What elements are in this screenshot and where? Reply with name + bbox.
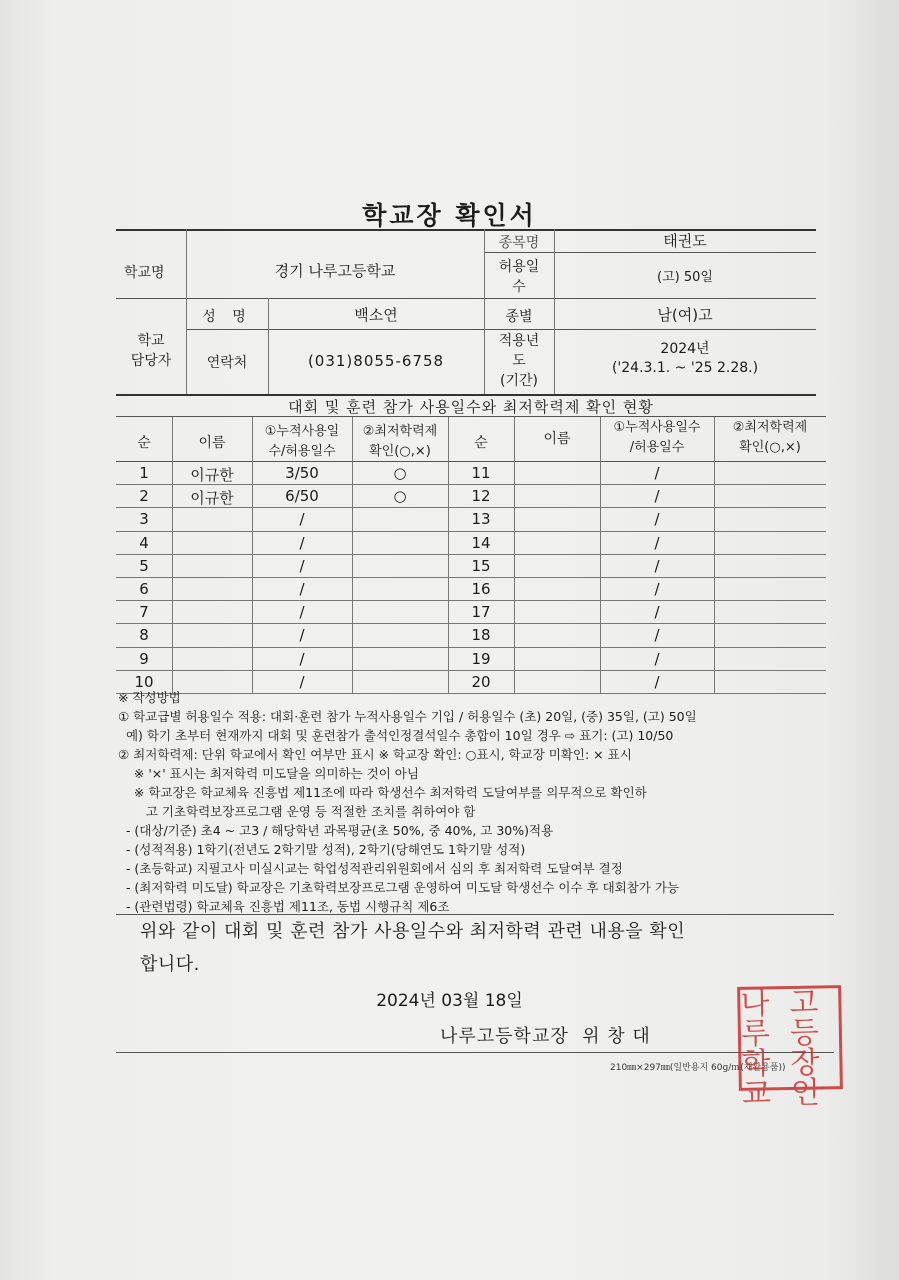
- table-cell-days-r: /: [654, 557, 660, 575]
- manager-label-2: 담당자: [130, 353, 172, 369]
- table-row-border: [116, 623, 826, 624]
- table-cell-no: 9: [139, 650, 149, 668]
- table-cell-no-r: 13: [471, 510, 491, 528]
- note-line: - (대상/기준) 초4 ~ 고3 / 해당학년 과목평균(초 50%, 중 40%, 고 30%)적용: [118, 823, 554, 838]
- principal-signature: 나루고등학교장 위 창 대: [440, 1026, 651, 1047]
- header-academic-2: 확인(○,×): [369, 444, 431, 459]
- info-divider-1: [116, 298, 816, 299]
- table-row-border: [116, 554, 826, 555]
- table-cell-days: /: [299, 534, 305, 552]
- table-cell-days: /: [299, 673, 305, 691]
- table-title: 대회 및 훈련 참가 사용일수와 최저학력제 확인 현황: [288, 398, 654, 416]
- gender-label: 종별: [505, 309, 533, 325]
- official-seal-stamp: [737, 985, 843, 1112]
- period-year: 2024년: [660, 341, 710, 357]
- note-line: - (관련법령) 학교체육 진흥법 제11조, 동법 시행규칙 제6조: [118, 899, 450, 914]
- info-divider-sport: [484, 252, 816, 253]
- table-cell-no-r: 16: [471, 580, 491, 598]
- header-academic-right-2: 확인(○,×): [739, 440, 801, 455]
- table-cell-no: 3: [139, 510, 149, 528]
- period-label-3: (기간): [500, 373, 538, 389]
- table-column-line: [600, 417, 601, 693]
- issue-date: 2024년 03월 18일: [376, 991, 523, 1011]
- contact-label: 연락처: [206, 355, 248, 371]
- note-line: - (초등학교) 지필고사 미실시교는 학업성적관리위원회에서 심의 후 최저학력 도달여부 결정: [118, 861, 623, 876]
- table-cell-days: /: [299, 510, 305, 528]
- table-cell-no-r: 17: [471, 603, 491, 621]
- period-label-1: 적용년: [498, 333, 540, 349]
- seal-char-3: 학교: [741, 1046, 772, 1112]
- table-cell-no: 4: [139, 534, 149, 552]
- table-cell-days-r: /: [654, 626, 660, 644]
- table-column-line: [514, 417, 515, 693]
- period-range: ('24.3.1. ~ '25 2.28.): [611, 360, 759, 376]
- table-cell-no-r: 11: [471, 464, 491, 482]
- allowed-days-label-1: 허용일: [498, 259, 540, 275]
- table-column-line: [172, 417, 173, 693]
- paper-spec: 210㎜×297㎜(일반용지 60g/㎡(재활용품)): [610, 1063, 786, 1073]
- header-no-right: 순: [474, 435, 488, 451]
- table-cell-days-r: /: [654, 603, 660, 621]
- table-cell-check: ○: [393, 464, 407, 482]
- table-cell-no-r: 15: [471, 557, 491, 575]
- table-cell-days: /: [299, 650, 305, 668]
- table-cell-no: 1: [139, 464, 149, 482]
- note-line: - (최저학력 미도달) 학교장은 기초학력보장프로그램 운영하여 미도달 학생선수 이수 후 대회참가 가능: [118, 880, 679, 895]
- table-cell-days-r: /: [654, 580, 660, 598]
- table-cell-days-r: /: [654, 650, 660, 668]
- table-cell-days-r: /: [654, 673, 660, 691]
- table-cell-days: /: [299, 603, 305, 621]
- header-days-right-2: /허용일수: [629, 440, 685, 455]
- table-cell-days: /: [299, 580, 305, 598]
- confirmation-text: [140, 915, 685, 981]
- header-academic-right-1: ②최저학력제: [732, 420, 808, 435]
- table-cell-days-r: /: [654, 464, 660, 482]
- header-name-right: 이름: [543, 431, 571, 447]
- allowed-days-label-2: 수: [512, 279, 526, 295]
- table-cell-no-r: 20: [471, 673, 491, 691]
- table-cell-no: 6: [139, 580, 149, 598]
- confirmation-line-1: 위와 같이 대회 및 훈련 참가 사용일수와 최저학력 관련 내용을 확인: [140, 921, 686, 942]
- contact-value: (031)8055-6758: [307, 352, 445, 370]
- table-cell-days: 6/50: [285, 487, 319, 505]
- table-header-border: [116, 461, 826, 462]
- table-cell-no: 2: [139, 487, 149, 505]
- school-name-value: 경기 나루고등학교: [274, 262, 396, 280]
- sport-label: 종목명: [498, 235, 540, 251]
- note-line: ① 학교급별 허용일수 적용: 대회·훈련 참가 누적사용일수 기입 / 허용일수 (초) 20일, (중) 35일, (고) 50일: [118, 709, 697, 724]
- table-cell-no: 5: [139, 557, 149, 575]
- manager-label-1: 학교: [137, 333, 165, 349]
- table-cell-days-r: /: [654, 487, 660, 505]
- header-name: 이름: [198, 435, 226, 451]
- allowed-days-value: (고) 50일: [657, 270, 713, 285]
- table-cell-no-r: 14: [471, 534, 491, 552]
- period-label-2: 도: [512, 353, 526, 369]
- writing-guide: [118, 688, 838, 916]
- table-cell-no-r: 18: [471, 626, 491, 644]
- table-column-line: [252, 417, 253, 693]
- note-line: ② 최저학력제: 단위 학교에서 확인 여부만 표시 ※ 학교장 확인: ○표시, 학교장 미확인: × 표시: [118, 747, 632, 762]
- note-line: ※ 학교장은 학교체육 진흥법 제11조에 따라 학생선수 최저학력 도달여부를 의무적으로 확인하: [118, 785, 647, 800]
- table-cell-days: /: [299, 557, 305, 575]
- table-cell-days: /: [299, 626, 305, 644]
- note-line: ※ '×' 표시는 최저학력 미도달을 의미하는 것이 아님: [118, 766, 419, 781]
- table-row-border: [116, 600, 826, 601]
- sport-value: 태권도: [663, 232, 707, 250]
- note-line: 고 기초학력보장프로그램 운영 등 적절한 조치를 취하여야 함: [118, 804, 476, 819]
- table-cell-name: 이규한: [190, 489, 234, 507]
- school-name-label: 학교명: [124, 265, 165, 281]
- table-column-line: [352, 417, 353, 693]
- table-row-border: [116, 577, 826, 578]
- seal-char-4: 장인: [790, 1045, 821, 1111]
- header-no: 순: [137, 435, 151, 451]
- header-days-2: 수/허용일수: [268, 444, 336, 459]
- document-title: 학교장 확인서: [362, 201, 537, 230]
- gender-value: 남(여)고: [657, 306, 713, 324]
- table-cell-no-r: 12: [471, 487, 491, 505]
- table-cell-name: 이규한: [190, 466, 234, 484]
- header-days-right-1: ①누적사용일수: [613, 420, 701, 435]
- seal-char-2: 고등: [789, 985, 820, 1051]
- seal-char-1: 나루: [740, 986, 771, 1052]
- table-cell-no: 10: [134, 673, 154, 691]
- table-cell-check: ○: [393, 487, 407, 505]
- table-column-line: [448, 417, 449, 693]
- notes-heading: ※ 작성방법: [118, 690, 181, 705]
- name-value: 백소연: [354, 306, 398, 324]
- name-label: 성 명: [202, 309, 252, 325]
- table-cell-no-r: 19: [471, 650, 491, 668]
- table-cell-days-r: /: [654, 510, 660, 528]
- table-cell-days-r: /: [654, 534, 660, 552]
- table-row-border: [116, 670, 826, 671]
- header-academic-1: ②최저학력제: [362, 424, 438, 439]
- signature-bottom-border: [116, 1052, 834, 1053]
- table-row-border: [116, 531, 826, 532]
- table-column-line: [714, 417, 715, 693]
- note-line: 예) 학기 초부터 현재까지 대회 및 훈련참가 출석인정결석일수 총합이 10일 경우 ⇨ 표기: (고) 10/50: [118, 728, 674, 743]
- confirmation-line-2: 합니다.: [140, 954, 200, 975]
- table-row-border: [116, 647, 826, 648]
- header-days-1: ①누적사용일: [264, 424, 340, 439]
- table-cell-no: 8: [139, 626, 149, 644]
- note-line: - (성적적용) 1학기(전년도 2학기말 성적), 2학기(당해연도 1학기말 성적): [118, 842, 526, 857]
- table-cell-no: 7: [139, 603, 149, 621]
- table-cell-days: 3/50: [285, 464, 319, 482]
